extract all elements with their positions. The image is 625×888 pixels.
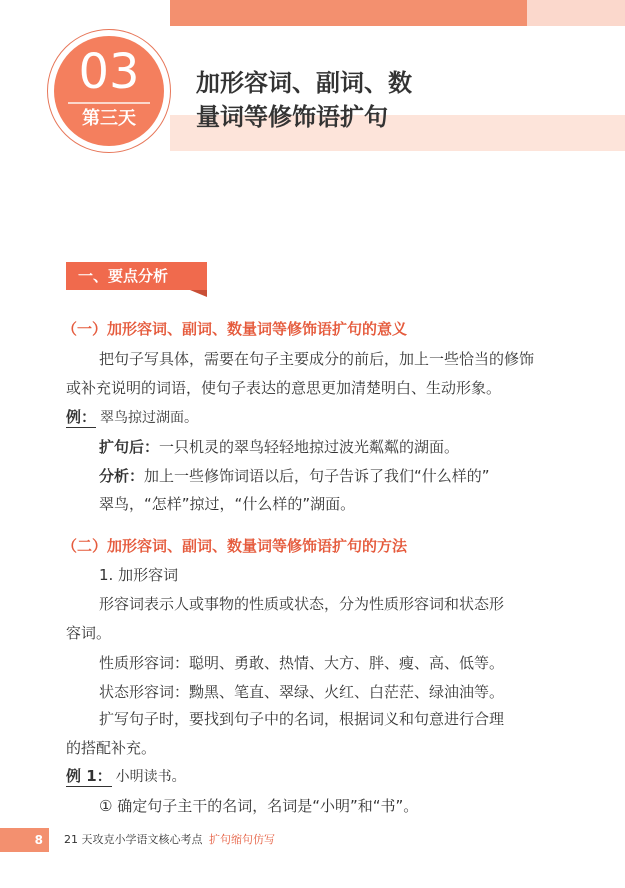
example-line <box>66 405 198 430</box>
expanded-sentence: 一只机灵的翠鸟轻轻地掠过波光粼粼的湖面。 <box>159 438 460 456</box>
subheading-2: （二）加形容词、副词、数量词等修饰语扩句的方法 <box>62 537 408 555</box>
day-number: 03 <box>78 44 140 100</box>
state-adjectives: 状态形容词：黝黑、笔直、翠绿、火红、白茫茫、绿油油等。 <box>99 683 505 701</box>
step-1: ① 确定句子主干的名词，名词是“小明”和“书”。 <box>99 797 419 815</box>
top-accent-band <box>170 0 527 26</box>
method-paragraph-line-2: 的搭配补充。 <box>66 739 157 757</box>
analysis-text: 加上一些修饰词语以后，句子告诉了我们“什么样的” <box>144 467 490 485</box>
page-title-line-2: 量词等修饰语扩句 <box>196 103 388 131</box>
method-paragraph-line-1: 扩写句子时，要找到句子中的名词，根据词义和句意进行合理 <box>99 710 505 728</box>
adjective-definition-line-1: 形容词表示人或事物的性质或状态，分为性质形容词和状态形 <box>99 595 505 613</box>
example-1-line <box>66 764 186 789</box>
day-badge <box>54 36 164 146</box>
section-label-fold <box>190 290 207 297</box>
paragraph-meaning-line-2: 或补充说明的词语，使句子表达的意思更加清楚明白、生动形象。 <box>66 379 502 397</box>
expanded-label: 扩句后： <box>99 438 160 456</box>
analysis-line-1 <box>99 464 490 488</box>
day-badge-divider <box>68 102 150 104</box>
subheading-1: （一）加形容词、副词、数量词等修饰语扩句的意义 <box>62 320 408 338</box>
footer-chapter-title: 扩句缩句仿写 <box>209 833 275 846</box>
footer-book-title: 21 天攻克小学语文核心考点 <box>64 833 203 846</box>
page-title-line-1: 加形容词、副词、数 <box>196 69 412 97</box>
adjective-definition-line-2: 容词。 <box>66 624 112 642</box>
method-item-1: 1. 加形容词 <box>99 566 179 584</box>
section-title: 一、要点分析 <box>78 267 169 285</box>
analysis-label: 分析： <box>99 467 145 485</box>
example-1-sentence: 小明读书。 <box>115 769 186 785</box>
page-number: 8 <box>34 833 43 847</box>
example-sentence: 翠鸟掠过湖面。 <box>100 410 199 426</box>
example-label: 例： <box>66 408 97 426</box>
paragraph-meaning-line-1: 把句子写具体，需要在句子主要成分的前后，加上一些恰当的修饰 <box>99 350 535 368</box>
analysis-line-2: 翠鸟，“怎样”掠过，“什么样的”湖面。 <box>99 495 356 513</box>
day-label: 第三天 <box>82 108 136 129</box>
top-accent-band-light <box>527 0 625 26</box>
example-1-label: 例 1： <box>66 767 112 785</box>
expanded-line <box>99 435 459 459</box>
quality-adjectives: 性质形容词：聪明、勇敢、热情、大方、胖、瘦、高、低等。 <box>99 654 505 672</box>
